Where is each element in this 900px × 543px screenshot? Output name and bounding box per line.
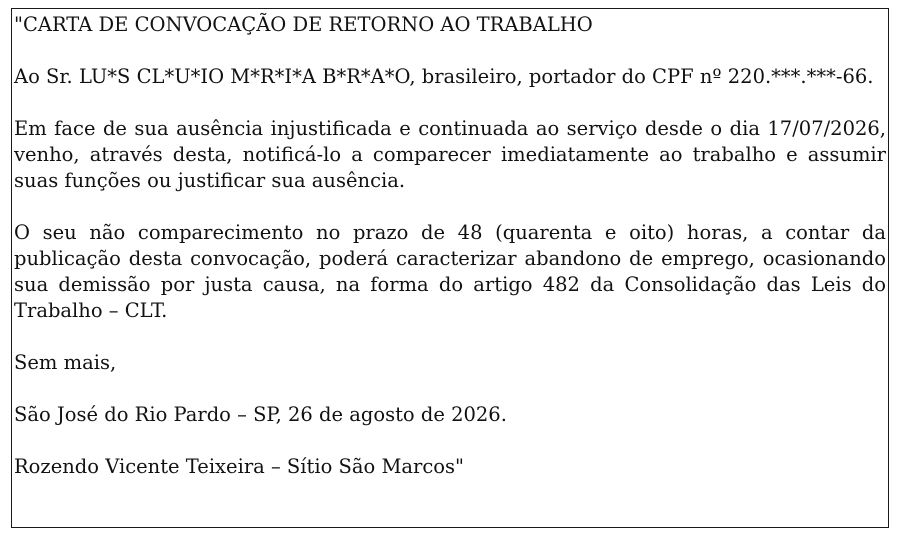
convocation-letter <box>11 8 889 528</box>
letter-addressee: Ao Sr. LU*S CL*U*IO M*R*I*A B*R*A*O, brasileiro, portador do CPF nº 220.***.***-66. <box>14 65 874 88</box>
letter-closing: Sem mais, <box>14 351 117 374</box>
letter-place-date: São José do Rio Pardo – SP, 26 de agosto de 2026. <box>14 403 507 426</box>
letter-paragraph-absence: Em face de sua ausência injustificada e continuada ao serviço desde o dia 17/07/2026, venho, através desta, notificá-lo a comparecer imediatamente ao trabalho e assumir suas funções ou justificar sua ausência. <box>14 117 886 192</box>
letter-title: "CARTA DE CONVOCAÇÃO DE RETORNO AO TRABALHO <box>14 13 593 36</box>
letter-paragraph-warning: O seu não comparecimento no prazo de 48 (quarenta e oito) horas, a contar da publicação desta convocação, poderá caracterizar abandono de emprego, ocasionando sua demissão por justa causa, na forma do artigo 482 da Consolidação das Leis do Trabalho – CLT. <box>14 221 886 322</box>
letter-signature: Rozendo Vicente Teixeira – Sítio São Marcos" <box>14 455 465 478</box>
